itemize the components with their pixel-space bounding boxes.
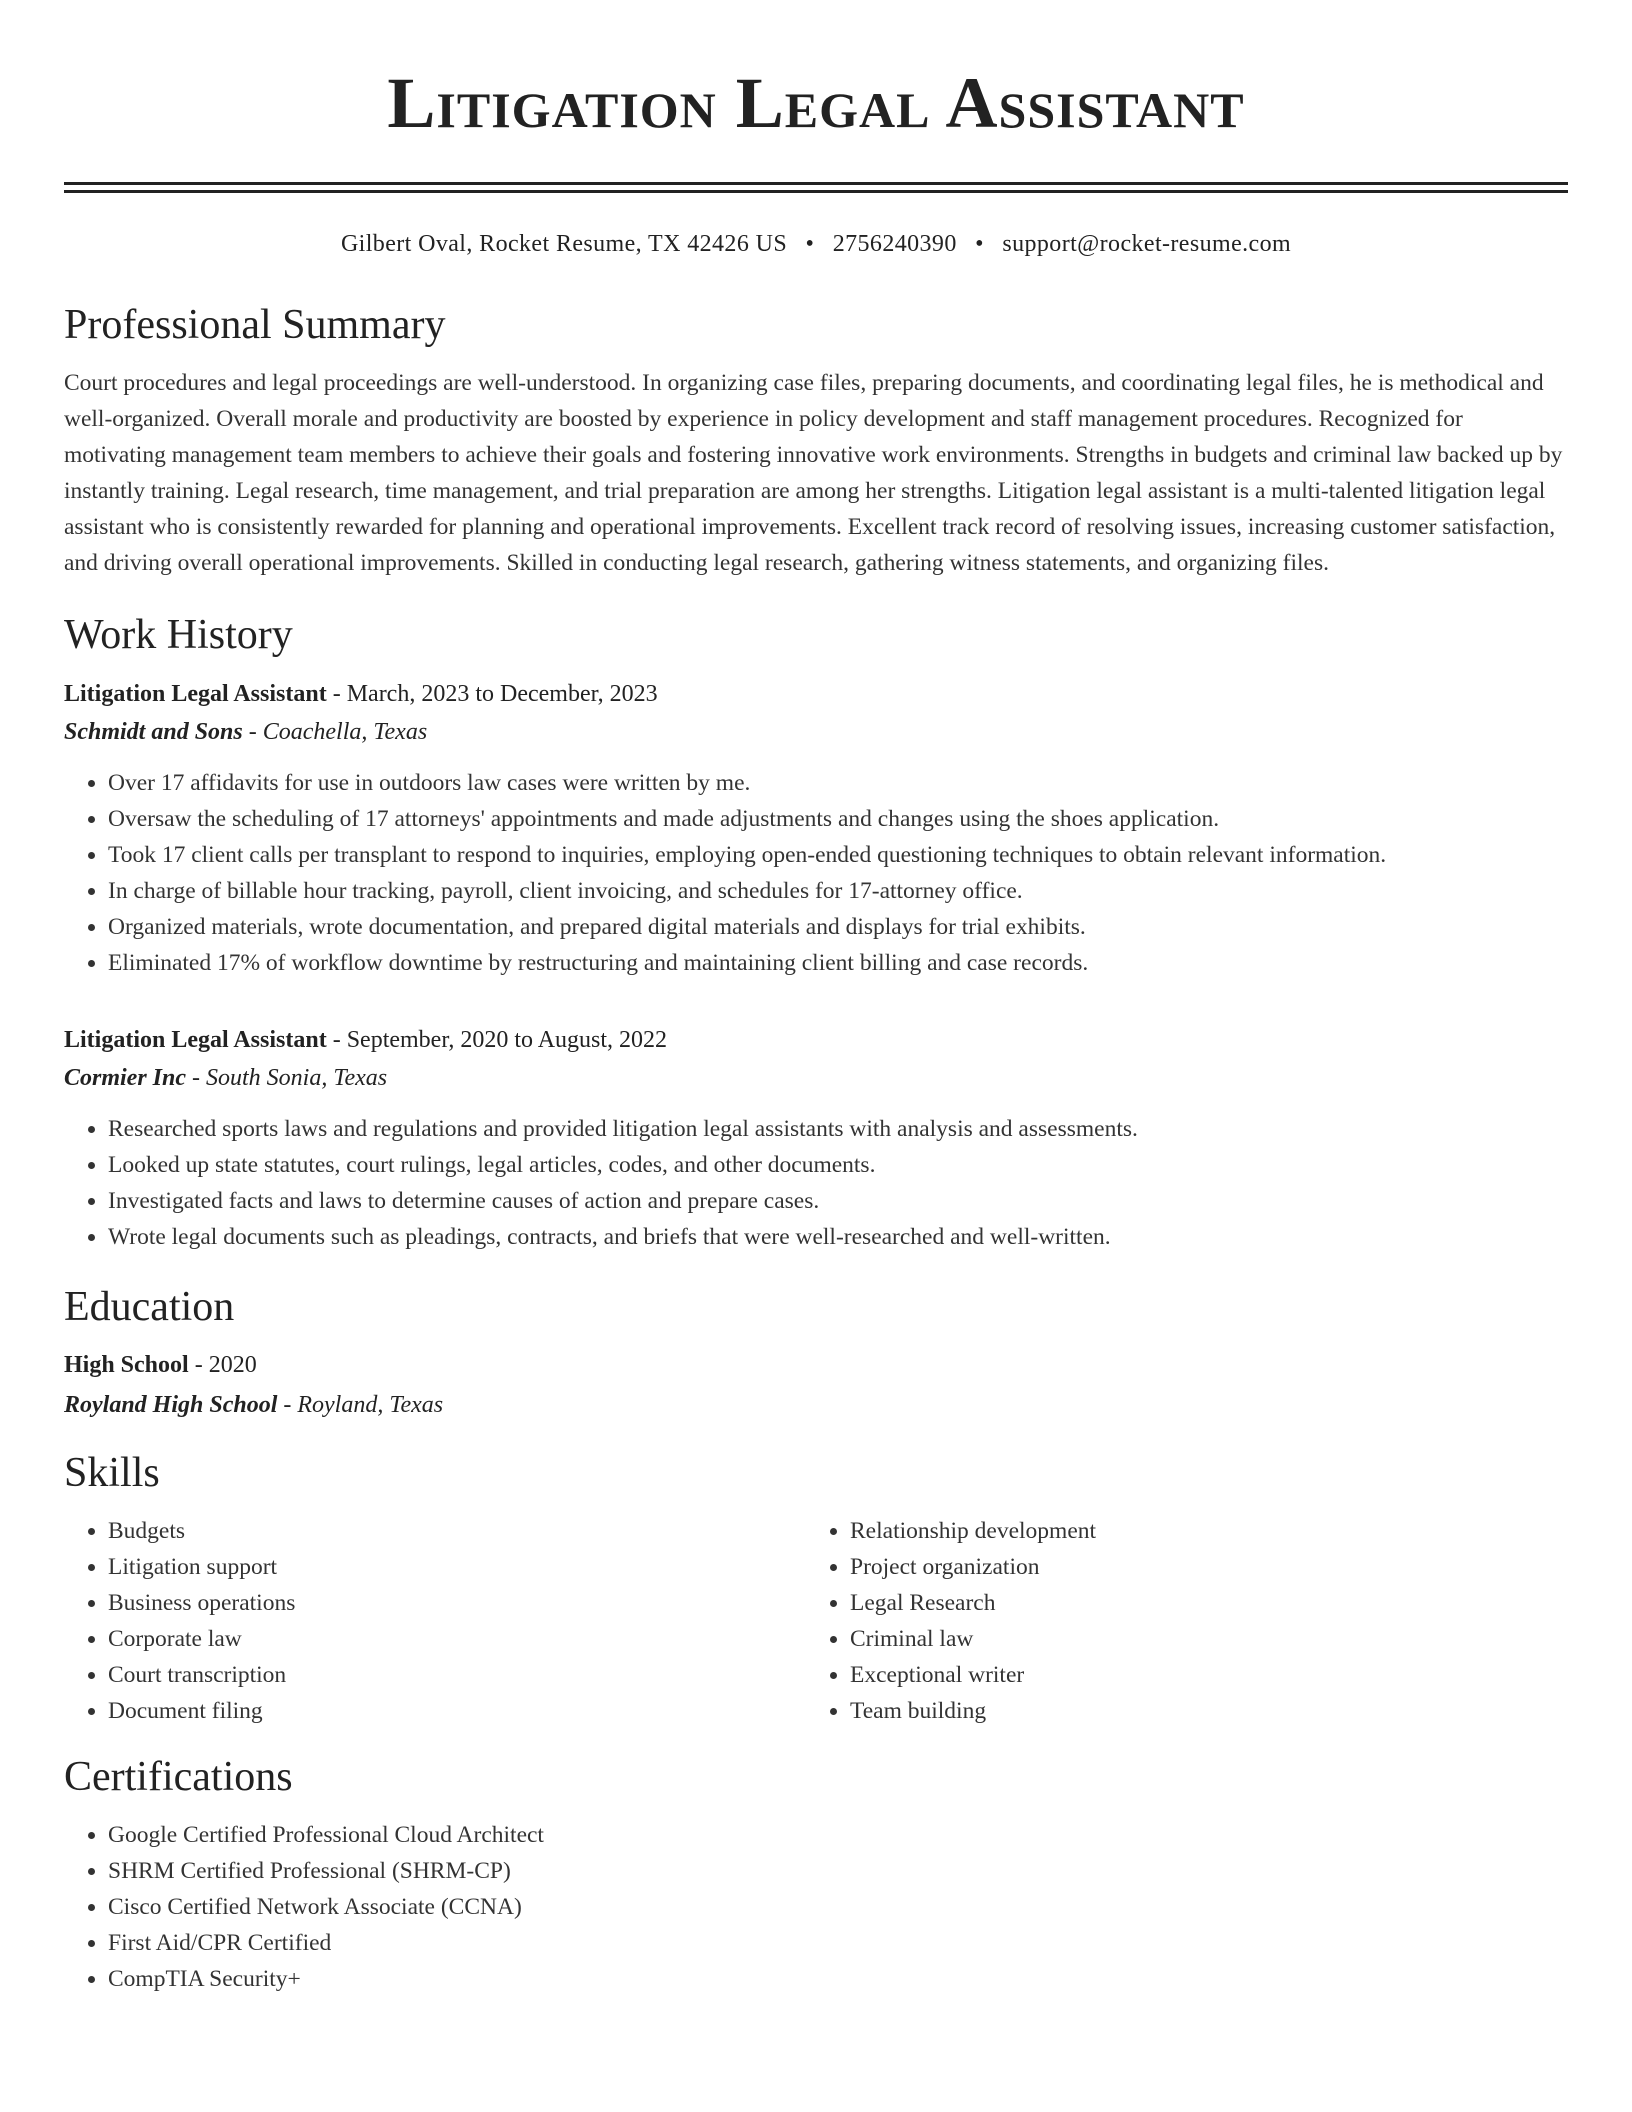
- job-company-line: [64, 1059, 1568, 1097]
- contact-separator: •: [805, 231, 815, 257]
- education-school-line: [64, 1385, 1568, 1425]
- job-title-line: [64, 675, 1568, 713]
- skill-item: • Relationship development: [850, 1513, 1548, 1549]
- job-bullet: • Over 17 affidavits for use in outdoors law cases were written by me.: [108, 765, 1568, 801]
- skills-grid: [64, 1513, 1568, 1729]
- contact-phone: 2756240390: [832, 231, 957, 257]
- skill-item: • Court transcription: [108, 1657, 806, 1693]
- job-entry: [64, 1021, 1568, 1255]
- job-bullet: • Took 17 client calls per transplant to respond to inquiries, employing open-ended questioning techniques to obtain relevant information.: [108, 837, 1568, 873]
- skills-column-left: [64, 1513, 806, 1729]
- job-title: Litigation Legal Assistant: [64, 681, 327, 707]
- education-heading: Education: [64, 1284, 235, 1330]
- education-entry: [64, 1345, 1568, 1425]
- contact-address: Gilbert Oval, Rocket Resume, TX 42426 US: [340, 231, 788, 257]
- skill-item: • Exceptional writer: [850, 1657, 1548, 1693]
- contact-separator: •: [975, 231, 984, 257]
- job-entry: [64, 675, 1568, 981]
- resume-title: Litigation Legal Assistant: [387, 63, 1245, 143]
- certifications-list: [64, 1817, 1568, 1997]
- education-school: Royland High School: [64, 1392, 278, 1418]
- skill-item: • Corporate law: [108, 1621, 806, 1657]
- skill-item: • Budgets: [108, 1513, 806, 1549]
- job-location: - South Sonia, Texas: [186, 1065, 388, 1091]
- job-dates: - September, 2020 to August, 2022: [326, 1027, 668, 1053]
- job-company: Schmidt and Sons: [64, 719, 243, 745]
- job-company: Cormier Inc: [64, 1065, 187, 1091]
- skills-column-right: [806, 1513, 1548, 1729]
- certification-item: • SHRM Certified Professional (SHRM-CP): [108, 1853, 1568, 1889]
- job-bullet: • Looked up state statutes, court rulings, legal articles, codes, and other documents.: [108, 1147, 1568, 1183]
- job-location: - Coachella, Texas: [242, 719, 428, 745]
- skill-item: • Litigation support: [108, 1549, 806, 1585]
- education-degree: High School: [64, 1352, 189, 1378]
- skill-item: • Legal Research: [850, 1585, 1548, 1621]
- certification-item: • Cisco Certified Network Associate (CCNA): [108, 1889, 1568, 1925]
- job-bullet: • Researched sports laws and regulations and provided litigation legal assistants with analysis and assessments.: [108, 1111, 1568, 1147]
- work-history-heading: Work History: [64, 612, 293, 658]
- skill-item: • Document filing: [108, 1693, 806, 1729]
- job-bullet: • Oversaw the scheduling of 17 attorneys' appointments and made adjustments and changes using the shoes application.: [108, 801, 1568, 837]
- skill-item: • Team building: [850, 1693, 1548, 1729]
- education-year: - 2020: [188, 1352, 257, 1378]
- certifications-heading: Certifications: [64, 1754, 293, 1800]
- summary-heading: Professional Summary: [64, 302, 446, 348]
- job-title-line: [64, 1021, 1568, 1059]
- education-location: - Royland, Texas: [277, 1392, 444, 1418]
- job-bullets: [64, 1111, 1568, 1255]
- skills-heading: Skills: [64, 1450, 160, 1496]
- contact-line: [64, 229, 1568, 259]
- skill-item: • Project organization: [850, 1549, 1548, 1585]
- summary-text: Court procedures and legal proceedings are well-understood. In organizing case files, preparing documents, and coordinating legal files, he is methodical and well-organized. Overall morale and productivity are boosted by experience in policy development and staff management procedures. Recognized for motivating management team members to achieve their goals and fostering innovative work environments. Strengths in budgets and criminal law backed up by instantly training. Legal research, time management, and trial preparation are among her strengths. Litigation legal assistant is a multi-talented litigation legal assistant who is consistently rewarded for planning and operational improvements. Excellent track record of resolving issues, increasing customer satisfaction, and driving overall operational improvements. Skilled in conducting legal research, gathering witness statements, and organizing files.: [64, 370, 1563, 576]
- job-bullet: • Investigated facts and laws to determine causes of action and prepare cases.: [108, 1183, 1568, 1219]
- job-company-line: [64, 713, 1568, 751]
- title-double-rule: [64, 182, 1568, 193]
- skill-item: • Criminal law: [850, 1621, 1548, 1657]
- job-bullet: • Organized materials, wrote documentation, and prepared digital materials and displays for trial exhibits.: [108, 909, 1568, 945]
- job-bullet: • In charge of billable hour tracking, payroll, client invoicing, and schedules for 17-attorney office.: [108, 873, 1568, 909]
- certification-item: • CompTIA Security+: [108, 1961, 1568, 1997]
- skill-item: • Business operations: [108, 1585, 806, 1621]
- job-bullet: • Wrote legal documents such as pleadings, contracts, and briefs that were well-researched and well-written.: [108, 1219, 1568, 1255]
- certification-item: • Google Certified Professional Cloud Architect: [108, 1817, 1568, 1853]
- job-title: Litigation Legal Assistant: [64, 1027, 327, 1053]
- job-bullets: [64, 765, 1568, 981]
- job-dates: - March, 2023 to December, 2023: [326, 681, 658, 707]
- certification-item: • First Aid/CPR Certified: [108, 1925, 1568, 1961]
- job-bullet: • Eliminated 17% of workflow downtime by restructuring and maintaining client billing and case records.: [108, 945, 1568, 981]
- education-degree-line: [64, 1345, 1568, 1385]
- contact-email: support@rocket-resume.com: [1002, 231, 1292, 257]
